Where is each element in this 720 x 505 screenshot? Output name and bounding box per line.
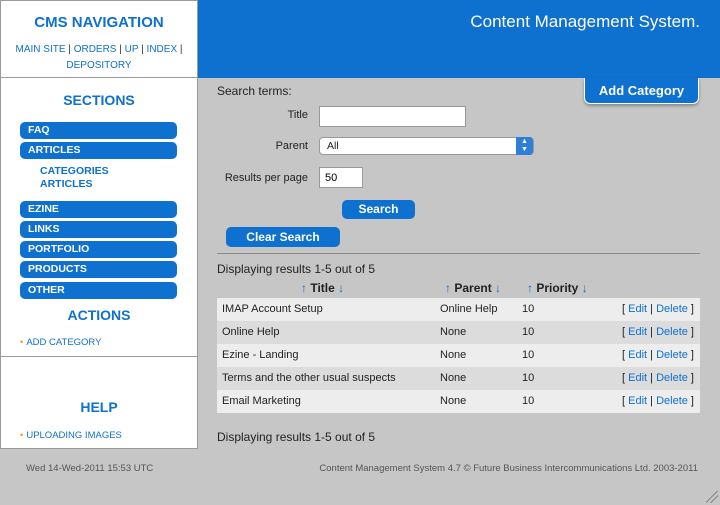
add-category-button[interactable]: Add Category: [584, 78, 699, 104]
clear-search-button[interactable]: Clear Search: [226, 227, 340, 247]
top-header-bar: [198, 0, 720, 78]
row-parent: Online Help: [440, 303, 498, 315]
results-per-page-input[interactable]: [319, 167, 363, 188]
edit-link[interactable]: Edit: [628, 303, 648, 315]
table-row: [217, 367, 700, 390]
results-per-page-label: Results per page: [224, 172, 308, 184]
sort-up-icon[interactable]: ↑: [445, 281, 451, 295]
nav-link-main-site[interactable]: MAIN SITE: [15, 44, 66, 55]
parent-select-value: All: [327, 140, 339, 152]
title-label: Title: [287, 109, 308, 121]
edit-link[interactable]: Edit: [628, 326, 648, 338]
help-title: HELP: [80, 399, 118, 415]
delete-link[interactable]: Delete: [656, 372, 688, 384]
column-header-parent: [445, 281, 501, 295]
action-add-category-label: ADD CATEGORY: [26, 337, 102, 348]
nav-link-orders[interactable]: ORDERS: [73, 44, 117, 55]
edit-link[interactable]: Edit: [628, 349, 648, 361]
sections-title: SECTIONS: [63, 92, 135, 108]
results-summary-bottom: Displaying results 1-5 out of 5: [217, 430, 376, 444]
sort-down-icon[interactable]: ↓: [495, 281, 502, 295]
row-title: Online Help: [222, 326, 280, 338]
parent-select[interactable]: [319, 137, 534, 155]
edit-link[interactable]: Edit: [628, 372, 648, 384]
edit-link[interactable]: Edit: [628, 395, 648, 407]
row-priority: 10: [522, 372, 535, 384]
column-title-label: Title: [310, 281, 335, 295]
delete-link[interactable]: Delete: [656, 395, 688, 407]
nav-links: [1, 42, 197, 74]
row-title: Ezine - Landing: [222, 349, 299, 361]
sidebar-item-portfolio[interactable]: PORTFOLIO: [20, 241, 177, 258]
sidebar-item-articles[interactable]: ARTICLES: [20, 142, 177, 159]
title-input[interactable]: [319, 106, 466, 127]
column-parent-label: Parent: [454, 281, 492, 295]
sidebar: [0, 0, 198, 449]
row-actions: [ Edit | Delete ]: [622, 349, 694, 361]
app-title: Content Management System.: [470, 12, 700, 31]
separator: |: [68, 44, 71, 55]
sort-down-icon[interactable]: ↓: [581, 281, 588, 295]
nav-link-index[interactable]: INDEX: [146, 44, 178, 55]
sidebar-item-ezine[interactable]: EZINE: [20, 201, 177, 218]
delete-link[interactable]: Delete: [656, 326, 688, 338]
sidebar-item-products[interactable]: PRODUCTS: [20, 261, 177, 278]
separator: |: [119, 44, 122, 55]
delete-link[interactable]: Delete: [656, 349, 688, 361]
row-parent: None: [440, 326, 467, 338]
row-priority: 10: [522, 326, 535, 338]
sidebar-subitem-categories[interactable]: CATEGORIES: [40, 165, 109, 177]
parent-label: Parent: [275, 140, 308, 152]
bullet-icon: •: [20, 337, 24, 348]
results-table: [217, 298, 700, 413]
row-priority: 10: [522, 303, 535, 315]
sidebar-item-other[interactable]: OTHER: [20, 282, 177, 299]
row-actions: [ Edit | Delete ]: [622, 372, 694, 384]
resize-grip-icon[interactable]: [706, 491, 718, 503]
separator: |: [141, 44, 144, 55]
sort-up-icon[interactable]: ↑: [527, 281, 533, 295]
help-uploading-images-link[interactable]: [20, 430, 122, 441]
sidebar-subitem-articles[interactable]: ARTICLES: [40, 178, 93, 190]
sidebar-divider: [1, 77, 197, 78]
row-title: Terms and the other usual suspects: [222, 372, 396, 384]
row-parent: None: [440, 372, 467, 384]
results-divider: [217, 253, 700, 254]
row-priority: 10: [522, 349, 535, 361]
row-title: Email Marketing: [222, 395, 301, 407]
row-actions: [ Edit | Delete ]: [622, 395, 694, 407]
row-actions: [ Edit | Delete ]: [622, 303, 694, 315]
search-terms-heading: Search terms:: [217, 84, 292, 98]
action-add-category-link[interactable]: [20, 337, 101, 348]
table-row: [217, 344, 700, 367]
sidebar-item-links[interactable]: LINKS: [20, 221, 177, 238]
sidebar-item-faq[interactable]: FAQ: [20, 122, 177, 139]
results-summary-top: Displaying results 1-5 out of 5: [217, 262, 376, 276]
row-parent: None: [440, 349, 467, 361]
sort-up-icon[interactable]: ↑: [301, 281, 307, 295]
bullet-icon: •: [20, 430, 24, 441]
separator: |: [179, 44, 183, 55]
cms-navigation-title: CMS NAVIGATION: [34, 14, 164, 31]
footer-datetime: Wed 14-Wed-2011 15:53 UTC: [26, 463, 154, 474]
row-priority: 10: [522, 395, 535, 407]
row-title: IMAP Account Setup: [222, 303, 323, 315]
help-uploading-images-label: UPLOADING IMAGES: [26, 430, 122, 441]
sort-down-icon[interactable]: ↓: [338, 281, 345, 295]
delete-link[interactable]: Delete: [656, 303, 688, 315]
select-updown-icon: ▲ ▼: [516, 137, 533, 155]
nav-link-depository[interactable]: DEPOSITORY: [66, 60, 132, 71]
row-actions: [ Edit | Delete ]: [622, 326, 694, 338]
nav-link-up[interactable]: UP: [124, 44, 139, 55]
column-header-title: [301, 281, 344, 295]
table-row: [217, 321, 700, 344]
column-priority-label: Priority: [536, 281, 579, 295]
table-row: [217, 390, 700, 413]
sidebar-divider: [1, 356, 197, 357]
footer-copyright: Content Management System 4.7 © Future Business Intercommunications Ltd. 2003-2011: [319, 463, 698, 474]
row-parent: None: [440, 395, 467, 407]
table-row: [217, 298, 700, 321]
search-button[interactable]: Search: [342, 200, 415, 219]
actions-title: ACTIONS: [67, 307, 131, 323]
column-header-priority: [527, 281, 588, 295]
